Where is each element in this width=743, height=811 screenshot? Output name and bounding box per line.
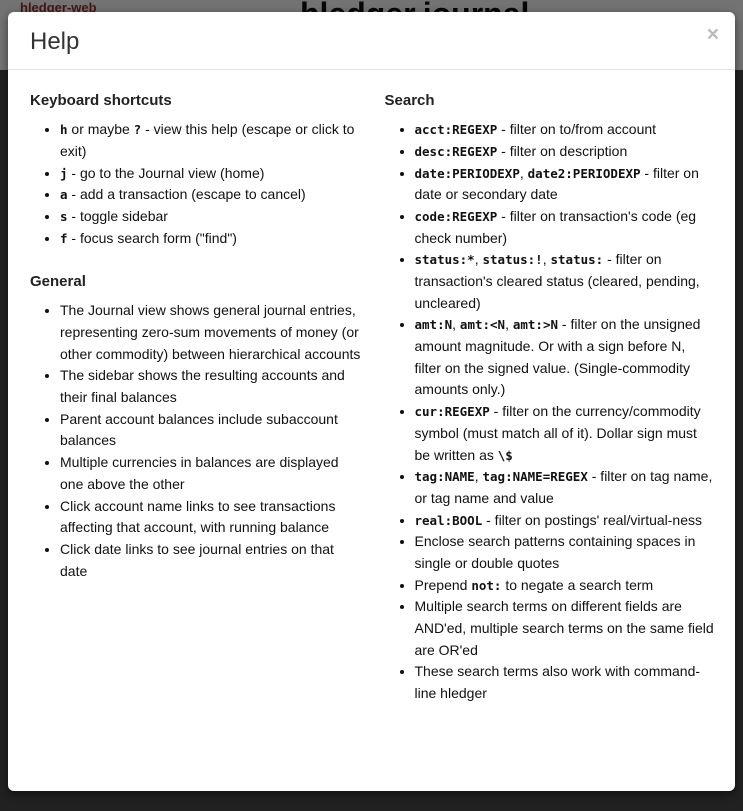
text-span: - toggle sidebar [67, 207, 168, 224]
code-span: cur:REGEXP [414, 404, 490, 420]
text-span: Click date links to see journal entries on that date [60, 540, 334, 579]
list-item [415, 466, 716, 509]
list-item [60, 163, 361, 185]
help-list [30, 119, 361, 249]
list-item [415, 249, 716, 314]
text-span: - view this help (escape or click to exit) [60, 121, 355, 159]
text-span: , [519, 164, 528, 181]
code-span: code:REGEXP [414, 208, 498, 224]
code-span: amt:<N [459, 317, 506, 333]
text-span: - focus search form ("find") [67, 229, 237, 246]
code-span: h [60, 122, 68, 138]
text-span: , [505, 316, 513, 333]
text-span: The Journal view shows general journal entries, representing zero-sum movements of money (or other commodity) between hierarchical accounts [60, 302, 361, 362]
list-item [415, 661, 716, 704]
code-span: amt:>N [512, 317, 559, 333]
text-span: Prepend [414, 576, 472, 593]
text-span: - filter on to/from account [497, 121, 657, 138]
text-span: , [542, 251, 551, 268]
list-item [415, 531, 716, 574]
help-column-left [30, 84, 361, 777]
list-item [60, 452, 361, 495]
text-span: - filter on description [497, 142, 628, 159]
list-item [60, 409, 361, 452]
modal-title: Help [30, 28, 80, 55]
text-span: - filter on transaction's cleared status (cleared, pending, uncleared) [414, 251, 700, 311]
code-span: a [60, 187, 68, 203]
list-item [415, 510, 716, 532]
list-item [415, 163, 716, 206]
text-span: Multiple currencies in balances are displayed one above the other [60, 454, 339, 492]
list-item [60, 300, 361, 365]
list-item [60, 228, 361, 250]
list-item [415, 596, 716, 661]
close-icon[interactable]: × [706, 23, 719, 46]
text-span: Multiple search terms on different fields are AND'ed, multiple search terms on the same field are OR'ed [414, 598, 714, 658]
text-span: Click account name links to see transactions affecting that account, with running balance [60, 497, 336, 536]
help-modal [8, 12, 735, 791]
list-item [60, 365, 361, 408]
text-span: - filter on date or secondary date [414, 164, 699, 203]
code-span: real:BOOL [414, 512, 483, 528]
code-span: tag:NAME=REGEX [482, 469, 588, 485]
code-span: status:! [482, 252, 543, 268]
text-span: - filter on transaction's code (eg check number) [414, 207, 697, 246]
text-span: or maybe [67, 121, 134, 138]
list-item [60, 539, 361, 582]
text-span: Enclose search patterns containing spaces in single or double quotes [414, 533, 696, 571]
text-span: to negate a search term [501, 576, 654, 593]
code-span: amt:N [414, 317, 453, 333]
code-span: tag:NAME [414, 469, 475, 485]
code-span: j [60, 165, 68, 181]
help-list [30, 300, 361, 582]
list-item [60, 496, 361, 539]
text-span: The sidebar shows the resulting accounts and their final balances [60, 367, 345, 406]
text-span: These search terms also work with command-line hledger [414, 663, 701, 702]
list-item [60, 206, 361, 228]
code-span: not: [471, 577, 502, 593]
help-column-right [385, 84, 716, 777]
text-span: Parent account balances include subaccount balances [60, 410, 338, 449]
code-span: date2:PERIODEXP [527, 165, 641, 181]
code-span: f [60, 230, 68, 246]
help-list [385, 119, 716, 705]
code-span: \$ [497, 447, 513, 463]
text-span: - filter on postings' real/virtual-ness [482, 511, 702, 528]
text-span: , [474, 468, 483, 485]
list-item [415, 401, 716, 466]
list-item [415, 141, 716, 163]
text-span: - add a transaction (escape to cancel) [67, 186, 306, 203]
code-span: ? [133, 122, 142, 138]
list-item [415, 575, 716, 597]
section-heading: Search [384, 92, 435, 110]
code-span: status:* [414, 252, 475, 268]
text-span: - filter on tag name, or tag name and value [414, 468, 713, 506]
text-span: - filter on the unsigned amount magnitude. Or with a sign before N, filter on the signed value. (Single-commodity amounts only.) [414, 316, 701, 398]
list-item [60, 184, 361, 206]
code-span: date:PERIODEXP [414, 165, 520, 181]
modal-header [8, 12, 735, 70]
code-span: s [60, 208, 68, 224]
section-heading: Keyboard shortcuts [30, 92, 172, 110]
list-item [415, 119, 716, 141]
code-span: desc:REGEXP [414, 143, 498, 159]
text-span: , [474, 251, 483, 268]
modal-body [8, 70, 735, 791]
text-span: - go to the Journal view (home) [67, 164, 265, 181]
text-span: - filter on the currency/commodity symbol (must match all of it). Dollar sign must be written as [414, 403, 701, 463]
code-span: acct:REGEXP [414, 122, 498, 138]
text-span: , [452, 316, 460, 333]
code-span: status: [550, 252, 604, 268]
list-item [415, 314, 716, 401]
list-item [415, 206, 716, 249]
section-heading: General [30, 273, 86, 291]
list-item [60, 119, 361, 162]
